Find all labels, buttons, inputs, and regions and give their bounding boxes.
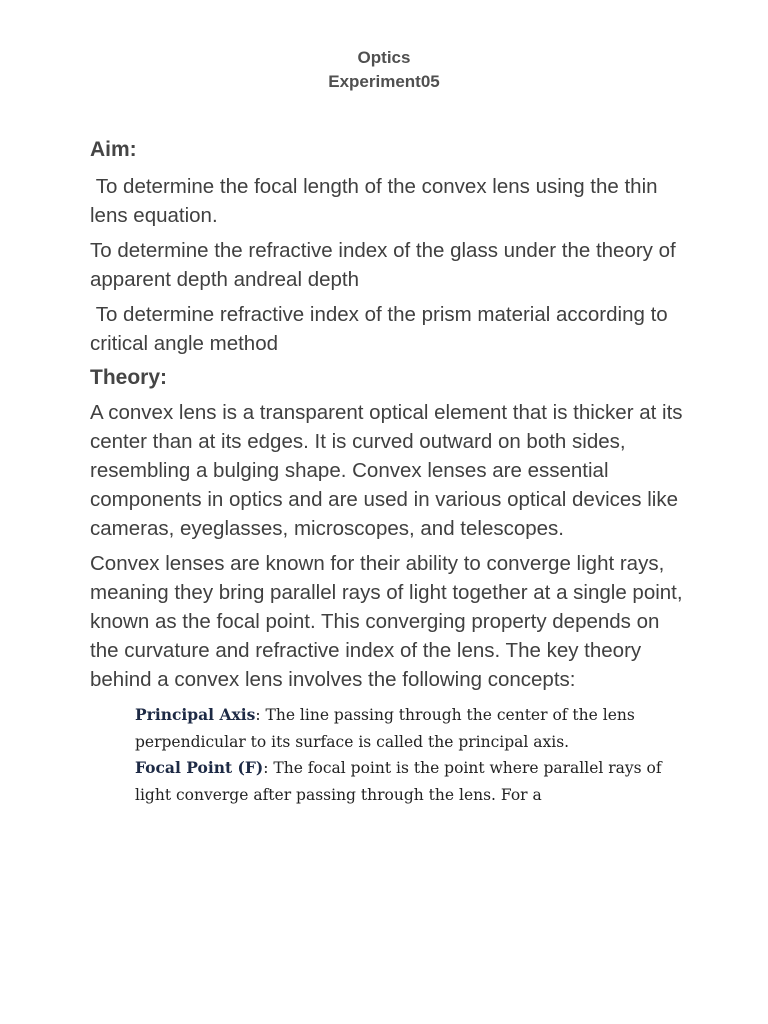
definition-principal-axis [135,702,695,755]
definition-focal-point [135,755,695,808]
definition-text: : The line passing through the center of the lens perpendicular to its surface is called the principal axis. [135,706,635,751]
definition-term: Principal Axis [135,705,256,724]
theory-heading: Theory: [90,366,168,389]
definition-term: Focal Point (F) [135,758,264,777]
aim-item: To determine the focal length of the convex lens using the thin lens equation. [90,175,664,227]
aim-heading: Aim: [90,138,137,161]
theory-paragraph: A convex lens is a transparent optical element that is thicker at its center than at its edges. It is curved outward on both sides, resembling a bulging shape. Convex lenses are essential components in optics and are used in various optical devices like cameras, eyeglasses, microscopes, and telescopes. [90,401,689,540]
aim-item: To determine refractive index of the prism material according to critical angle method [90,303,674,355]
document-subtitle: Experiment05 [328,72,440,91]
theory-paragraph: Convex lenses are known for their ability to converge light rays, meaning they bring parallel rays of light together at a single point, known as the focal point. This converging property depends on the curvature and refractive index of the lens. The key theory behind a convex lens involves the following concepts: [90,552,689,691]
definition-text: : The focal point is the point where parallel rays of light converge after passing through the lens. For a [135,759,662,804]
document-body [90,136,690,808]
definition-list [135,702,695,808]
document-title: Optics [357,48,411,67]
document-header [0,46,768,94]
aim-item: To determine the refractive index of the glass under the theory of apparent depth andreal depth [90,239,682,291]
